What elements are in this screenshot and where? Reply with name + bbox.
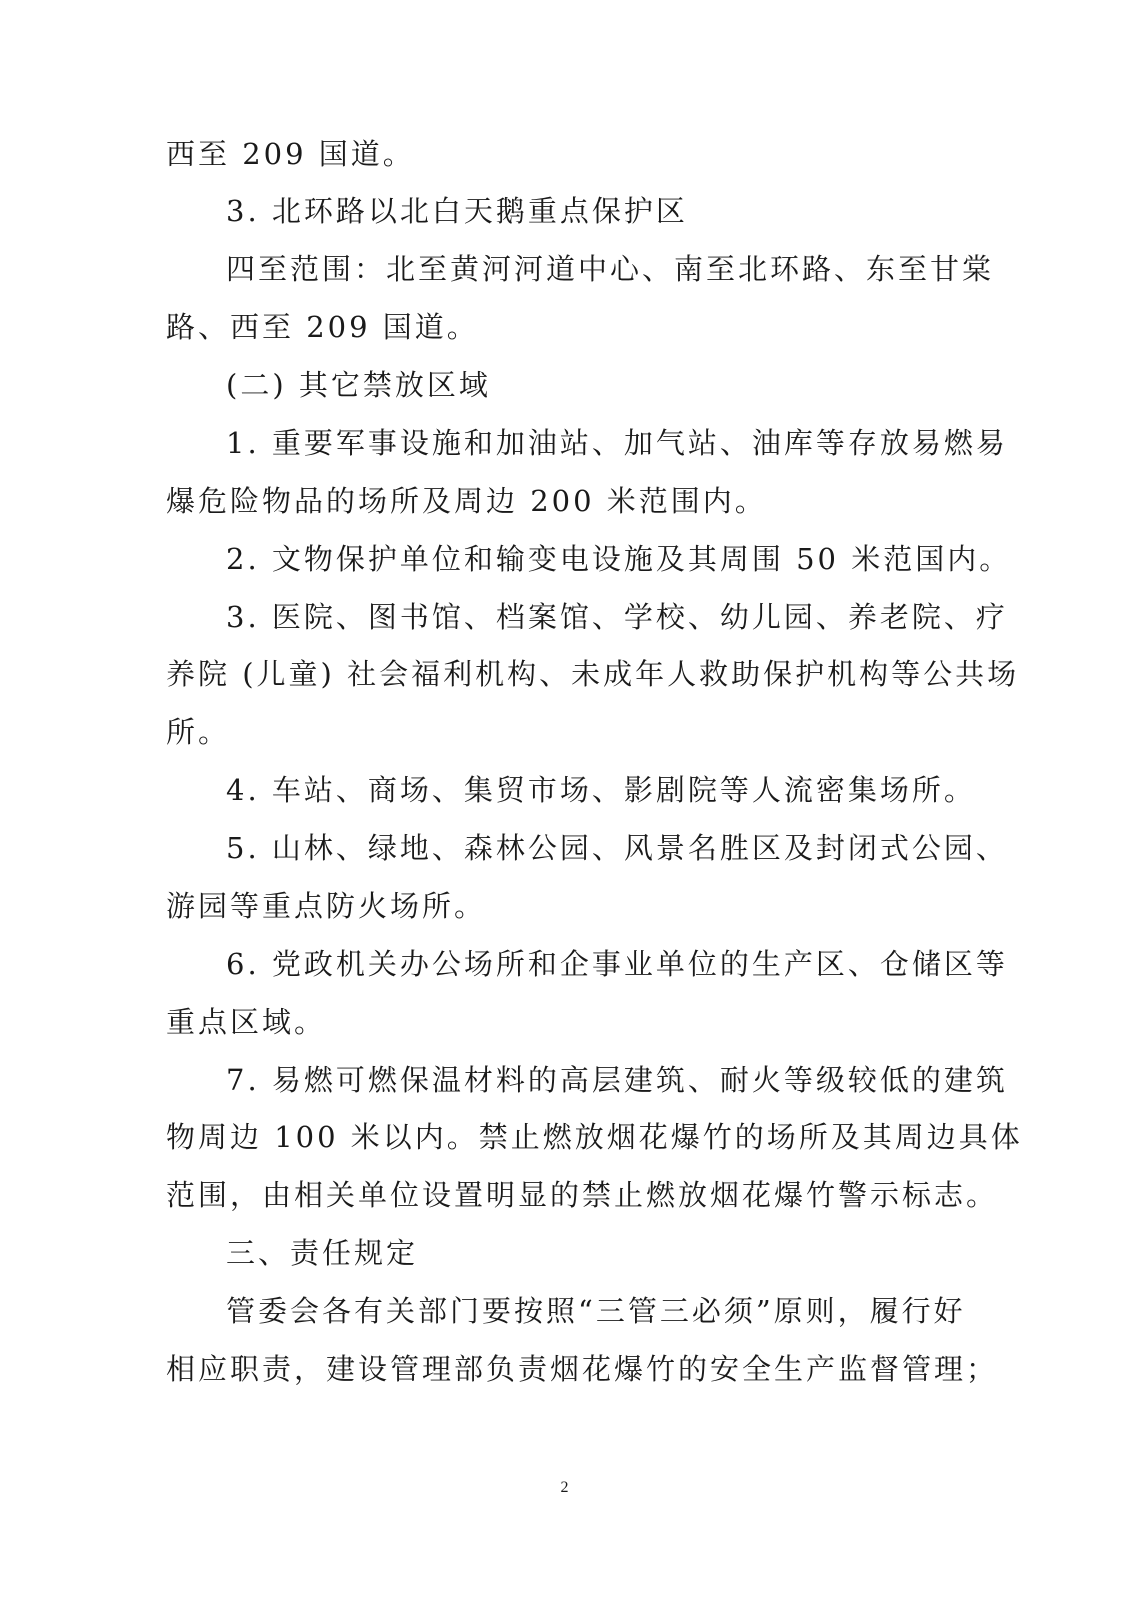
text-line: 爆危险物品的场所及周边 200 米范围内。 bbox=[166, 484, 767, 518]
text-line: 所。 bbox=[166, 715, 231, 749]
text-line: 游园等重点防火场所。 bbox=[166, 889, 487, 923]
text-line: 2. 文物保护单位和输变电设施及其周围 50 米范国内。 bbox=[226, 542, 1012, 576]
subsection-heading: (二) 其它禁放区域 bbox=[226, 368, 491, 402]
text-line: 四至范围：北至黄河河道中心、南至北环路、东至甘棠 bbox=[226, 252, 995, 286]
text-line: 6. 党政机关办公场所和企事业单位的生产区、仓储区等 bbox=[226, 947, 1008, 981]
page-number: 2 bbox=[560, 1479, 569, 1496]
section-heading: 三、责任规定 bbox=[226, 1236, 419, 1270]
text-line: 物周边 100 米以内。禁止燃放烟花爆竹的场所及其周边具体 bbox=[166, 1120, 1023, 1154]
text-line: 范围，由相关单位设置明显的禁止燃放烟花爆竹警示标志。 bbox=[166, 1178, 999, 1212]
text-line: 1. 重要军事设施和加油站、加气站、油库等存放易燃易 bbox=[226, 426, 1008, 460]
text-line: 4. 车站、商场、集贸市场、影剧院等人流密集场所。 bbox=[226, 773, 976, 807]
text-line: 5. 山林、绿地、森林公园、风景名胜区及封闭式公园、 bbox=[226, 831, 1008, 865]
text-line: 西至 209 国道。 bbox=[166, 137, 415, 171]
text-line: 相应职责，建设管理部负责烟花爆竹的安全生产监督管理； bbox=[166, 1352, 999, 1386]
text-line: 养院 (儿童) 社会福利机构、未成年人救助保护机构等公共场 bbox=[166, 657, 1020, 691]
text-line: 7. 易燃可燃保温材料的高层建筑、耐火等级较低的建筑 bbox=[226, 1063, 1008, 1097]
text-line: 3. 医院、图书馆、档案馆、学校、幼儿园、养老院、疗 bbox=[226, 600, 1008, 634]
text-line: 重点区域。 bbox=[166, 1005, 327, 1039]
text-line: 管委会各有关部门要按照“三管三必须”原则，履行好 bbox=[226, 1294, 966, 1328]
section-item-title: 3. 北环路以北白天鹅重点保护区 bbox=[226, 194, 688, 228]
text-line: 路、西至 209 国道。 bbox=[166, 310, 479, 344]
